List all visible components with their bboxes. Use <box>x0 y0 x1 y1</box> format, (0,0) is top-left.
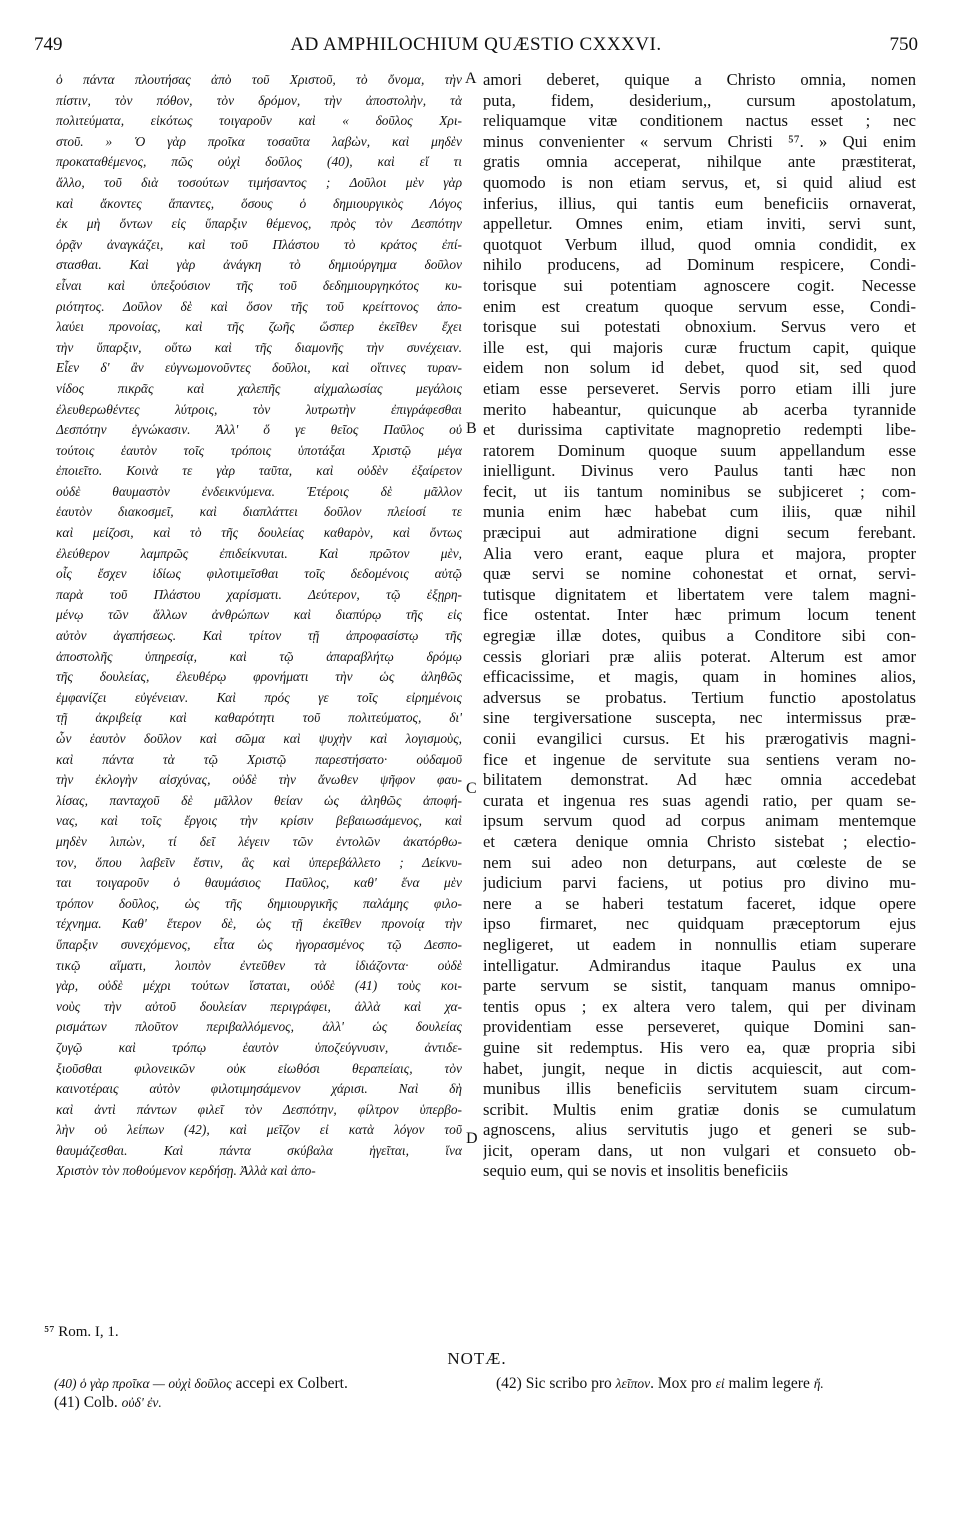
greek-text-line: τὴν ἐκλογὴν αἰσχύνας, οὐδὲ τὴν ἄνωθεν ψῆφον φαυ- <box>56 772 462 788</box>
greek-text-line: ἐμφανίζει εὐγένειαν. Καὶ πρός γε τοῖς εἰρημένοις <box>56 689 462 705</box>
latin-text-line: jicit, operam dans, ut non vulgari et consueto ob- <box>483 1140 916 1160</box>
margin-letter-d: D <box>466 1130 478 1147</box>
margin-letter-c: C <box>466 780 477 797</box>
footnote: ⁵⁷ Rom. I, 1. <box>44 1324 119 1340</box>
latin-text-line: agnoscens, alius servitutis jugo et generi se sub- <box>483 1120 916 1140</box>
greek-text-line: νοὺς τὴν αὐτοῦ δουλείαν περιγράφει, ἀλλὰ καὶ χα- <box>56 998 462 1014</box>
greek-text-line: λαύει προνοίας, καὶ τῆς ζωῆς ὥσπερ ἐκεῖθεν ἔχει <box>56 319 462 335</box>
greek-text-line: καὶ ἄκοντες ἅπαντες, ὅσους ὁ δημιουργικὸς Λόγος <box>56 195 462 211</box>
latin-text-line: providentiam esse perseveret, quique Domini san- <box>483 1017 916 1037</box>
latin-text-line: tutisque dignitatem et libertatem vere talem magni- <box>483 584 916 604</box>
note-40 <box>54 1374 464 1393</box>
latin-text-line: negligeret, ut eadem in nonnullis etiam superare <box>483 934 916 954</box>
note-42-greek-1: λεῖπον <box>615 1376 651 1391</box>
margin-letter-b: B <box>466 420 477 437</box>
greek-text-line: ἐλευθερωθέντες λύτροις, τὸν λυτρωτὴν ἐπιγράφεσθαι <box>56 401 462 417</box>
greek-text-line: ξιοῦσθαι φιλονεικῶν οὐκ εἰωθόσι θεραπείαις, τὸν <box>56 1060 462 1076</box>
greek-text-line: τὴν ὕπαρξιν, οὕτω καὶ τῆς διαμονῆς τὴν συνέχειαν. <box>56 339 462 355</box>
latin-text-line: nihilo producens, ad Dominum respicere, Condi- <box>483 255 916 275</box>
greek-text-line: Εἶεν δ' ἂν εὐγνωμονοῦντες δοῦλοι, καὶ οἵτινες τυραν- <box>56 360 462 376</box>
note-42 <box>496 1374 916 1393</box>
latin-text-line: egregiæ illæ dotes, quibus a Conditore sibi con- <box>483 626 916 646</box>
note-40-greek: (40) ὁ γὰρ προῖκα — οὐχὶ δοῦλος <box>54 1376 232 1391</box>
latin-text-line: munibus illis beneficiis servitutem suam circum- <box>483 1079 916 1099</box>
greek-text-line: γὰρ, οὐδὲ μέχρι τούτων ἵσταται, οὐδὲ (41) τοὺς κοι- <box>56 978 462 994</box>
greek-text-line: λὴν οὐ λείπων (42), καὶ μεῖζον εἰ κατὰ λόγον τοῦ <box>56 1122 462 1138</box>
latin-text-line: judicium parvi faciens, ut potius pro divino mu- <box>483 873 916 893</box>
greek-text-line: οἷς ἔσχεν ἰδίως φιλοτιμεῖσθαι τοῖς δεδομένοις αὐτῷ <box>56 566 462 582</box>
greek-text-line: Χριστὸν τὸν ποθούμενον κερδήσῃ. Ἀλλὰ καὶ ἀπο- <box>56 1163 316 1179</box>
greek-text-line: ριότητος. Δοῦλον δὲ καὶ ὅσον τῆς τοῦ κρείττονος ἀπο- <box>56 298 462 314</box>
greek-text-line: ἐποιεῖτο. Κοινὰ τε γὰρ ταῦτα, καὶ οὐδὲν ἐξαίρετον <box>56 463 462 479</box>
greek-text-line: μηδὲν λιπὼν, τί δεῖ λέγειν τῶν ἐντολῶν ἀκατόρθω- <box>56 833 462 849</box>
notes-left-column <box>54 1374 464 1412</box>
greek-text-line: ἐκ μὴ ὄντων εἰς ὕπαρξιν θέμενος, πρὸς τὸν Δεσπότην <box>56 216 462 232</box>
latin-text-line: efficacissime, et magis, quam in homines alios, <box>483 667 916 687</box>
latin-text-line: curata et ingenua res suas agendi ratio, per quam se- <box>483 790 916 810</box>
latin-text-line: ipsum servum quod ad corpus animam mentemque <box>483 811 916 831</box>
latin-text-line: sine tergiversatione suscepta, nec intermissus præ- <box>483 708 916 728</box>
greek-text-line: Δεσπότην ἐγνώκασιν. Ἀλλ' ὅ γε θεῖος Παῦλος οὐ <box>56 422 462 438</box>
note-41 <box>54 1393 464 1412</box>
greek-text-line: στασθαι. Καὶ γὰρ ἀνάγκη τὸ δημιούργημα δοῦλον <box>56 257 462 273</box>
greek-text-line: νίδος πικρᾶς καὶ χαλεπῆς αἰχμαλωσίας μεγάλοις <box>56 380 462 396</box>
page-header <box>34 34 918 62</box>
greek-text-line: ὁρᾷν ἀναγκάζει, καὶ τοῦ Πλάστου τὸ κράτος ἐπί- <box>56 236 462 252</box>
latin-text-line: quotquot Verbum illud, quod omnia condidit, ex <box>483 234 916 254</box>
note-42-greek-2: εἰ <box>715 1376 725 1391</box>
note-42-text-3: malim legere <box>724 1375 814 1392</box>
latin-text-line: nere a se haberi testatum faceret, idque opere <box>483 893 916 913</box>
note-40-text: accepi ex Colbert. <box>231 1375 348 1392</box>
greek-text-line: νας, καὶ τοῖς ἔργοις τὴν κρίσιν βεβαιωσάμενος, καὶ <box>56 813 462 829</box>
greek-text-column <box>56 70 462 1182</box>
latin-text-line: torisque sui potestati obnoxium. Servus vero et <box>483 317 916 337</box>
greek-text-line: τρόπον δοῦλος, ὡς τῆς δημιουργικῆς παλάμης φιλο- <box>56 895 462 911</box>
latin-text-line: torisque sui potentiam agnoscere cogit. Necesse <box>483 275 916 295</box>
greek-text-line: τον, ὅπου λαβεῖν ἔστιν, ἃς καὶ ὑπερεβάλλετο ; Δείκνυ- <box>56 854 462 870</box>
note-42-greek-3: ἤ. <box>813 1376 824 1391</box>
greek-text-line: λίσας, πανταχοῦ δὲ μᾶλλον θείαν ὡς ἀληθῶς ἀποφή- <box>56 792 462 808</box>
latin-text-line: fice et ingenue de servitute sua sentiens veram no- <box>483 749 916 769</box>
note-41-greek: οὐδ' ἐν. <box>121 1395 162 1410</box>
latin-text-line: habet, jungit, neque in dictis acquiescit, aut com- <box>483 1058 916 1078</box>
latin-text-line: fice ostentat. Inter hæc primum locum tenent <box>483 605 916 625</box>
latin-text-line: intelligatur. Admirandus itaque Paulus ex una <box>483 955 916 975</box>
greek-text-line: προκαταθέμενος, πῶς οὐχὶ δοῦλος (40), καὶ εἴ τι <box>56 154 462 170</box>
latin-text-line: minus convenienter « servum Christi ⁵⁷. » Qui enim <box>483 131 916 151</box>
greek-text-line: ται τοιγαροῦν ὁ θαυμάσιος Παῦλος, καθ' ἕνα μὲν <box>56 875 462 891</box>
page-number-left: 749 <box>34 34 63 55</box>
latin-text-line: parte servum se sistit, tanquam manus omnipo- <box>483 976 916 996</box>
latin-text-line: tentis opus ; ex altera vero talem, qui per divinam <box>483 996 916 1016</box>
latin-text-line: et durissima captivitate magnopretio redempti libe- <box>483 420 916 440</box>
latin-text-line: puta, fidem, desiderium,, cursum apostolatum, <box>483 90 916 110</box>
latin-text-line: ille est, qui majoris curæ fructum capit, quique <box>483 337 916 357</box>
latin-text-line: munia enim hæc habebat cum iliis, quæ nihil <box>483 502 916 522</box>
greek-text-line: ὁ πάντα πλουτήσας ἀπὸ τοῦ Χριστοῦ, τὸ ὄνομα, τὴν <box>56 72 462 87</box>
latin-text-line: fecit, ut iis tantum nominibus se subjiceret ; com- <box>483 481 916 501</box>
latin-text-line: nem sui adeo non deturpans, aut cœleste de se <box>483 852 916 872</box>
latin-text-line: bilitatem demonstrat. Ad hæc omnia accedebat <box>483 770 916 790</box>
greek-text-line: στοῦ. » Ὁ γὰρ προῖκα τοσαῦτα λαβὼν, καὶ μηδὲν <box>56 133 462 149</box>
latin-text-line: ratorem Dominum quoque suum appellandum esse <box>483 440 916 460</box>
latin-text-line: præcipui aut admiratione digni secum ferebant. <box>483 523 916 543</box>
greek-text-line: ἐλεύθερον λαμπρῶς ἐπιδείκνυται. Καὶ πρῶτον μὲν, <box>56 545 462 561</box>
greek-text-line: οὐδὲ θαυμαστὸν ἐνδεικνύμενα. Ἑτέροις δὲ μᾶλλον <box>56 483 462 499</box>
latin-text-line: eidem non solum id debet, quod sit, sed quod <box>483 358 916 378</box>
greek-text-line: ἀποστολῆς ὑπηρεσίᾳ, καὶ τῷ ἀπαραβλήτῳ δρόμῳ <box>56 648 462 664</box>
greek-text-line: ἄλλο, τοῦ διὰ τοσούτων τιμήσαντος ; Δοῦλοι μὲν γὰρ <box>56 174 462 190</box>
greek-text-line: πίστιν, τὸν πόθον, τὸν δρόμον, τὴν ἀποστολὴν, τὰ <box>56 92 462 108</box>
greek-text-line: θαυμάζεσθαι. Καὶ πάντα σκύβαλα ἡγεῖται, ἵνα <box>56 1142 462 1158</box>
latin-text-line: cessis gloriari præ aliis poterat. Alterum est amor <box>483 646 916 666</box>
greek-text-line: καὶ μείζοσι, καὶ τὸ τῆς δουλείας καθαρὸν, καὶ ὄντως <box>56 525 462 541</box>
latin-text-line: scribit. Multis enim gratiæ donis se cumulatum <box>483 1099 916 1119</box>
latin-text-line: Alia vero erant, eaque plura et majora, propter <box>483 543 916 563</box>
greek-text-line: ὧν ἑαυτὸν δοῦλον καὶ σῶμα καὶ ψυχὴν καὶ λογισμοὺς, <box>56 731 462 746</box>
latin-text-column <box>483 70 916 1182</box>
running-title: AD AMPHILOCHIUM QUÆSTIO CXXXVI. <box>290 34 662 55</box>
greek-text-line: τῇ ἀκριβείᾳ καὶ καθαρότητι τοῦ πολιτεύματος, δι' <box>56 710 462 726</box>
greek-text-line: αὐτὸν ἀγαπήσεως. Καὶ τρίτον τῇ ἀπροφασίστῳ τῆς <box>56 628 462 644</box>
notes-right-column <box>496 1374 916 1393</box>
latin-text-line: et cætera denique omnia Christo sistebat ; electio- <box>483 831 916 851</box>
greek-text-line: τῆς δουλείας, ἐλευθέρῳ φρονήματι τὴν ὡς ἀληθῶς <box>56 669 462 685</box>
latin-text-line: gratis omnia acceperat, nihilque ante præstiterat, <box>483 152 916 172</box>
latin-text-line: inferius, illius, qui tantis eum beneficiis ornaverat, <box>483 193 916 213</box>
note-41-number: (41) Colb. <box>54 1394 122 1411</box>
greek-text-line: ἑαυτὸν διακοσμεῖ, καὶ διαπλάττει δοῦλον πλείοσί τε <box>56 504 462 520</box>
latin-text-line: ipso firmaret, nec quidquam præceptorum ejus <box>483 914 916 934</box>
note-42-text-1: (42) Sic scribo pro <box>496 1375 616 1392</box>
latin-text-line: adversus se probatus. Tertium functio apostolatus <box>483 687 916 707</box>
greek-text-line: καινοτέραις αὐτὸν φιλοτιμησάμενον χάρισι. Ναὶ δὴ <box>56 1081 462 1097</box>
greek-text-line: πολιτεύματα, εἰκότως τοιγαροῦν καὶ « δοῦλος Χρι- <box>56 113 462 129</box>
latin-text-line: reliquamque vitæ conditionem nactus esset ; nec <box>483 111 916 131</box>
latin-text-line: guine sit redemptus. His vero ea, quæ propria sibi <box>483 1037 916 1057</box>
greek-text-line: καὶ ἀντὶ πάντων φιλεῖ τὸν Δεσπότην, φίλτρον ὑπερβο- <box>56 1101 462 1117</box>
note-42-text-2: . Mox pro <box>650 1375 716 1392</box>
greek-text-line: καὶ πάντα τὰ τῷ Χριστῷ παρεστήσατο· οὐδαμοῦ <box>56 751 462 767</box>
greek-text-line: μένῳ τῶν ἄλλων ἀνθρώπων καὶ διαπύρῳ τῆς εἰς <box>56 607 462 623</box>
page-number-right: 750 <box>889 34 918 55</box>
greek-text-line: ζυγῷ καὶ τρόπῳ ἑαυτὸν ὑποζεύγνυσιν, ἀντιδε- <box>56 1039 462 1055</box>
notes-heading: NOTÆ. <box>447 1349 507 1368</box>
greek-text-line: ὕπαρξιν συνεχόμενος, εἶτα ὡς ἠγορασμένος τῷ Δεσπο- <box>56 936 462 952</box>
latin-text-line: amori deberet, quique a Christo omnia, nomen <box>483 70 916 89</box>
greek-text-line: τέχνημα. Καθ' ἕτερον δὲ, ὡς τῇ ἐκεῖθεν προνοίᾳ τὴν <box>56 916 462 932</box>
latin-text-line: conii evangilici cursus. Et his prærogativis magni- <box>483 729 916 748</box>
latin-text-line: enim est creatum quoque servum esse, Condi- <box>483 296 916 316</box>
latin-text-line: etiam esse perseveret. Servis porro etiam illi jure <box>483 378 916 398</box>
latin-text-line: quomodo is non etiam servus, et, si quid aliud est <box>483 172 916 192</box>
latin-text-line: inielligunt. Divinus vero Paulus tanti hæc non <box>483 461 916 481</box>
latin-text-line: quæ servi se nomine cohonestat et ornat, servi- <box>483 564 916 584</box>
margin-letter-a: A <box>465 70 477 87</box>
latin-text-line: merito habeantur, quicunque ab acerba tyrannide <box>483 399 916 419</box>
greek-text-line: τούτοις ἑαυτὸν τοῖς τρόποις ὑποτάξαι Χριστῷ μέγα <box>56 442 462 458</box>
latin-text-line: appelletur. Omnes enim, etiam inviti, servi sunt, <box>483 214 916 234</box>
greek-text-line: τικῷ αἵματι, λοιπὸν ἐντεῦθεν τὰ ἰδιάζοντα· οὐδὲ <box>56 957 462 973</box>
greek-text-line: ρισμάτων πλοῦτον περιβαλλόμενος, ἀλλ' ὡς δουλείας <box>56 1019 462 1035</box>
greek-text-line: παρὰ τοῦ Πλάστου χαρίσματι. Δεύτερον, τῷ ἐξῃρη- <box>56 586 462 602</box>
latin-text-line: sequio eum, qui se novis et insolitis beneficiis <box>483 1161 789 1181</box>
greek-text-line: εἶναι καὶ ὑπεξούσιον τῆς τοῦ δεδημιουργηκότος κυ- <box>56 277 462 293</box>
